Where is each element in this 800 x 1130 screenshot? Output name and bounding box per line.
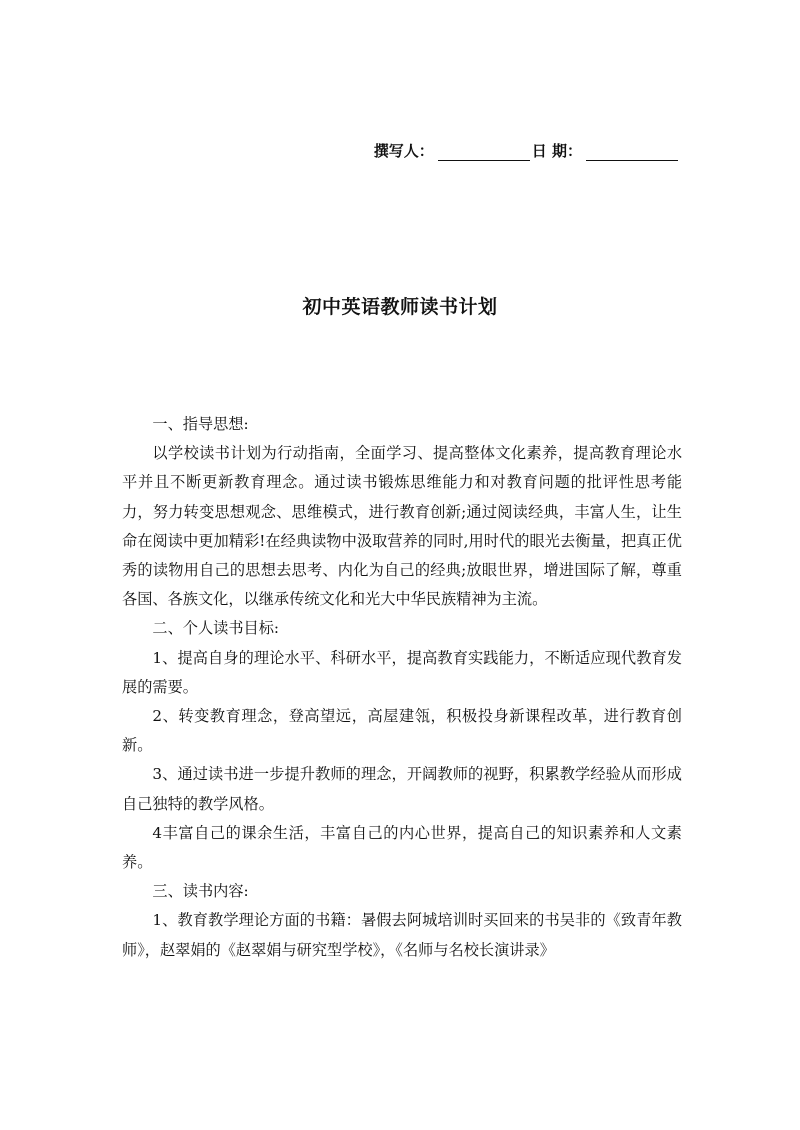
goal-item-1: 1、提高自身的理论水平、科研水平，提高教育实践能力，不断适应现代教育发展的需要。 xyxy=(122,648,682,696)
guiding-thought-paragraph: 以学校读书计划为行动指南，全面学习、提高整体文化素养，提高教育理论水平并且不断更新教育理念。通过读书锻炼思维能力和对教育问题的批评性思考能力，努力转变思想观念、思维模式，进行教育创新;通过阅读经典，丰富人生，让生命在阅读中更加精彩!在经典读物中汲取营养的同时,用时代的眼光去衡量，把真正优秀的读物用自己的思想去思考、内化为自己的经典;放眼世界，增进国际了解，尊重各国、各族文化，以继承传统文化和光大中华民族精神为主流。 xyxy=(122,444,682,609)
document-body xyxy=(122,410,682,965)
author-date-line xyxy=(374,140,680,161)
author-label: 撰写人： xyxy=(373,142,434,160)
content-item-1: 1、教育教学理论方面的书籍：暑假去阿城培训时买回来的书吴非的《致青年教师》，赵翠娟的《赵翠娟与研究型学校》，《名师与名校长演讲录》 xyxy=(122,911,682,959)
author-blank-line xyxy=(438,146,530,161)
date-blank-line xyxy=(586,146,678,161)
section-heading-guiding-thought: 一、指导思想: xyxy=(152,415,249,433)
document-title: 初中英语教师读书计划 xyxy=(302,296,498,318)
section-heading-reading-goals: 二、个人读书目标: xyxy=(152,619,280,638)
section-heading-reading-content: 三、读书内容: xyxy=(152,882,249,901)
date-label: 日 期： xyxy=(531,142,582,160)
goal-item-4: 4丰富自己的课余生活，丰富自己的内心世界，提高自己的知识素养和人文素养。 xyxy=(122,823,682,872)
goal-item-2: 2、转变教育理念，登高望远，高屋建瓴，积极投身新课程改革，进行教育创新。 xyxy=(122,707,682,755)
goal-item-3: 3、通过读书进一步提升教师的理念，开阔教师的视野，积累教学经验从而形成自己独特的教学风格。 xyxy=(122,765,682,813)
